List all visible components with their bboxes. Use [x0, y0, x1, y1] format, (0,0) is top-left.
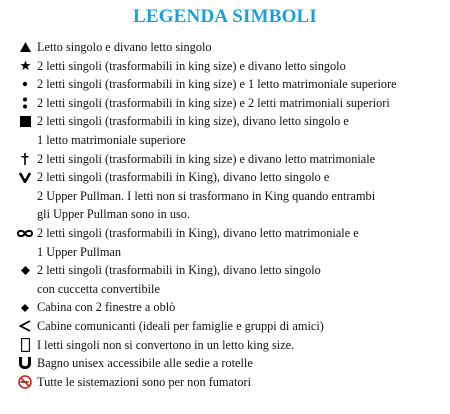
legend-entry-no-smoking [16, 373, 446, 392]
wheelchair-u-icon [16, 354, 34, 373]
entry-text: Cabine comunicanti (ideali per famiglie e gruppi di amici) [37, 318, 324, 333]
entry-text: 2 letti singoli (trasformabili in King), divano letto singolo e [37, 170, 330, 185]
legend-entry-no-king [16, 336, 446, 355]
entry-text: 2 letti singoli (trasformabili in king size) e 1 letto matrimoniale superiore [37, 77, 397, 92]
entry-text: gli Upper Pullman sono in uso. [37, 207, 191, 222]
legend-entry-v-shape [16, 168, 446, 224]
legend-entry-dagger [16, 150, 446, 169]
small-diamond-icon [16, 298, 34, 317]
entry-text: Bagno unisex accessibile alle sedie a rotelle [37, 356, 253, 371]
entry-text: 2 letti singoli (trasformabili in king size) e divano letto matrimoniale [37, 151, 376, 166]
entry-text: 1 Upper Pullman [37, 244, 122, 259]
legend-entry-connecting [16, 317, 446, 336]
entry-text: Cabina con 2 finestre a oblò [37, 300, 176, 315]
dagger-icon [16, 150, 34, 169]
entry-text: Tutte le sistemazioni sono per non fumatori [37, 374, 252, 389]
legend-title: LEGENDA SIMBOLI [132, 6, 318, 27]
legend-entry-infinity [16, 224, 446, 261]
entry-text: 2 letti singoli (trasformabili in King), divano letto matrimoniale e [37, 225, 359, 240]
legend-entry-colon [16, 94, 446, 113]
triangle-icon [16, 38, 34, 57]
legend-list [16, 38, 446, 391]
entry-text: 2 letti singoli (trasformabili in King), divano letto singolo [37, 263, 321, 278]
diamond-icon [16, 261, 34, 280]
entry-text: Letto singolo e divano letto singolo [37, 40, 212, 54]
entry-text: 2 Upper Pullman. I letti non si trasformano in King quando entrambi [37, 188, 376, 203]
legend-entry-star [16, 57, 446, 76]
entry-text: I letti singoli non si convertono in un letto king size. [37, 337, 295, 352]
legend-entry-diamond [16, 261, 446, 298]
legend-entry-porthole [16, 298, 446, 317]
less-than-icon [16, 317, 34, 336]
v-shape-icon [16, 168, 34, 187]
colon-icon [16, 94, 34, 113]
infinity-icon [16, 224, 34, 243]
legend-entry-square [16, 112, 446, 149]
entry-text: 2 letti singoli (trasformabili in king size) e divano letto singolo [37, 58, 346, 73]
legend-entry-accessible [16, 354, 446, 373]
star-icon [16, 57, 34, 76]
entry-text: 2 letti singoli (trasformabili in king size), divano letto singolo e [37, 114, 349, 129]
legend-entry-dot [16, 75, 446, 94]
entry-text: 2 letti singoli (trasformabili in king size) e 2 letti matrimoniali superiori [37, 95, 390, 110]
dot-icon [16, 75, 34, 94]
no-smoking-icon [16, 373, 34, 392]
empty-rectangle-icon [16, 336, 34, 355]
legend-entry-single-bed [16, 38, 446, 57]
square-icon [16, 112, 34, 131]
entry-text: con cuccetta convertibile [37, 281, 160, 296]
entry-text: 1 letto matrimoniale superiore [37, 132, 186, 147]
